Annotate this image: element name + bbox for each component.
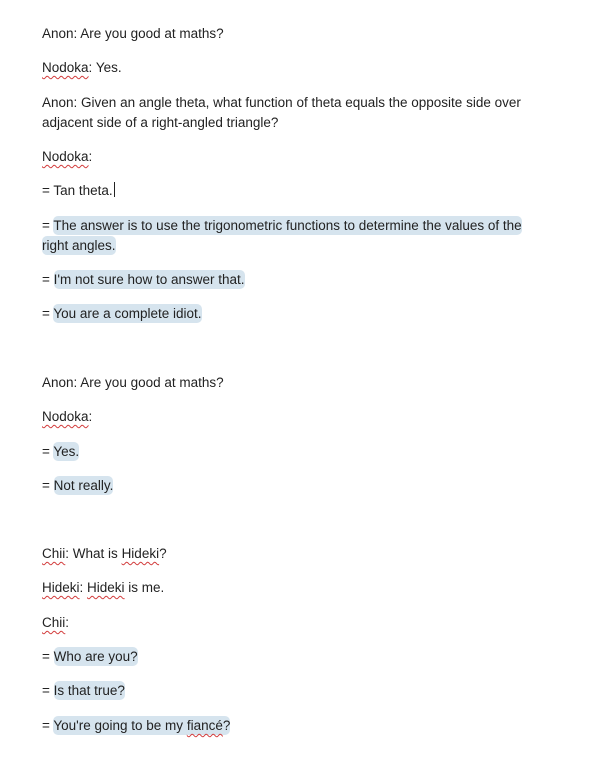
answer-prefix: = [42, 306, 54, 321]
speaker-name: Nodoka [42, 409, 89, 424]
dialogue-line: Hideki: Hideki is me. [42, 580, 165, 595]
answer-prefix: = [42, 183, 54, 198]
dialogue-line: Anon: Are you good at maths? [42, 375, 224, 390]
dialogue-line: Chii: [42, 615, 70, 630]
highlighted-answer-text[interactable]: The answer is to use the trigonometric functions to determine the values of the right angles. [42, 218, 522, 253]
dialogue-line: Nodoka: Yes. [42, 60, 122, 75]
answer-text: Tan theta. [53, 183, 113, 198]
name-word: Hideki [121, 546, 160, 561]
highlighted-answer-text[interactable]: Who are you? [53, 649, 138, 664]
speaker-name: Anon [42, 95, 74, 110]
line-text: What is [72, 546, 118, 561]
answer-prefix: = [42, 683, 54, 698]
line-tail: is me. [124, 580, 165, 595]
dialogue-line: Chii: What is Hideki? [42, 546, 167, 561]
speaker-name: Nodoka [42, 60, 89, 75]
answer-prefix: = [42, 478, 54, 493]
text-cursor [114, 182, 115, 197]
answer-option [42, 442, 79, 462]
answer-prefix: = [42, 218, 54, 233]
line-text: Yes. [95, 60, 122, 75]
highlighted-answer-text[interactable]: Is that true? [53, 683, 125, 698]
answer-option [42, 647, 138, 667]
highlighted-answer-text[interactable]: You are a complete idiot. [53, 306, 202, 321]
speaker-name: Anon [42, 26, 74, 41]
answer-option [42, 681, 125, 701]
name-word: Hideki [87, 580, 125, 595]
answer-prefix: = [42, 649, 54, 664]
speaker-name: Hideki [42, 580, 80, 595]
highlighted-answer-text[interactable]: Yes. [53, 444, 80, 459]
line-tail: ? [159, 546, 167, 561]
answer-option [42, 476, 113, 496]
answer-option [42, 216, 537, 256]
answer-prefix: = [42, 718, 54, 733]
answer-prefix: = [42, 444, 54, 459]
answer-option [42, 304, 202, 324]
speaker-name: Chii [42, 615, 66, 630]
speaker-name: Nodoka [42, 149, 89, 164]
highlighted-answer-text[interactable]: I'm not sure how to answer that. [53, 272, 245, 287]
speaker-name: Chii [42, 546, 66, 561]
answer-option [42, 716, 230, 736]
dialogue-line: Anon: Given an angle theta, what function of theta equals the opposite side over adjacent side of a right-angled triangle? [42, 95, 521, 130]
dialogue-line: Nodoka: [42, 409, 93, 424]
line-text: Are you good at maths? [80, 375, 224, 390]
answer-option [42, 181, 115, 201]
highlighted-answer-text[interactable]: Not really. [53, 478, 114, 493]
line-text: Are you good at maths? [80, 26, 224, 41]
dialogue-line: Nodoka: [42, 149, 93, 164]
name-word: fiancé [186, 718, 223, 733]
answer-option [42, 270, 245, 290]
answer-prefix: = [42, 272, 54, 287]
highlighted-answer-text[interactable] [53, 716, 230, 735]
dialogue-line: Anon: Are you good at maths? [42, 26, 224, 41]
speaker-name: Anon [42, 375, 74, 390]
answer-text: You're going to be my [53, 718, 187, 733]
line-text: Given an angle theta, what function of theta equals the opposite side over adjacent side of a right-angled triangle? [42, 95, 521, 130]
line-tail: ? [222, 718, 231, 733]
